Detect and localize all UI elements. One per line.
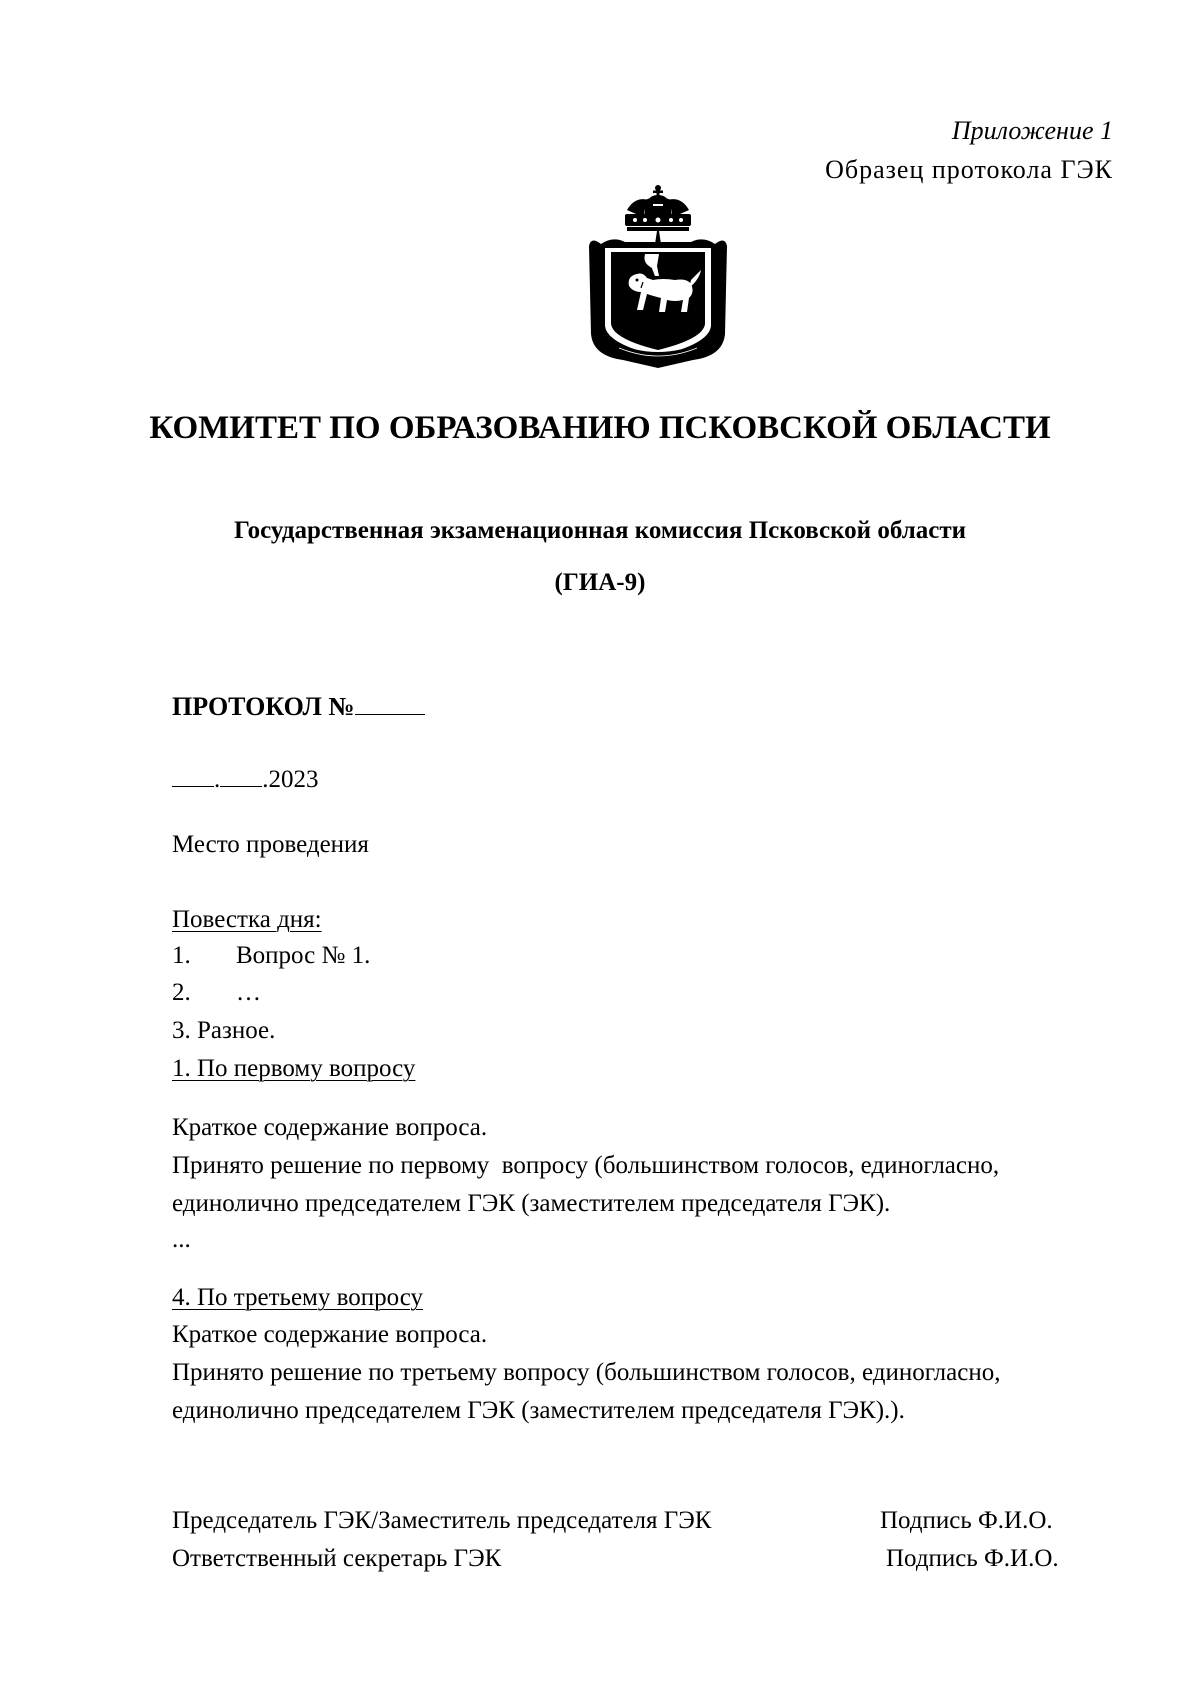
first-question-summary: Краткое содержание вопроса. xyxy=(172,1114,488,1141)
agenda-heading: Повестка дня: xyxy=(172,906,322,933)
commission-title: Государственная экзаменационная комиссия Псковской области xyxy=(233,517,967,544)
agenda-item-text: Вопрос № 1. xyxy=(236,942,371,969)
agenda-item xyxy=(172,978,261,1008)
chair-role: Председатель ГЭК/Заместитель председателя ГЭК xyxy=(172,1507,712,1534)
appendix-label: Приложение 1 xyxy=(951,116,1113,145)
agenda-item-number: 1. xyxy=(172,942,191,969)
place-label: Место проведения xyxy=(172,831,369,858)
secretary-signature: Подпись Ф.И.О. xyxy=(886,1545,1059,1572)
protocol-number-line xyxy=(172,688,425,722)
date-line xyxy=(172,760,319,795)
third-question-decision-line1: Принято решение по третьему вопросу (большинством голосов, единогласно, xyxy=(172,1359,1001,1386)
protocol-label: ПРОТОКОЛ № xyxy=(172,692,355,721)
agenda-item-text: … xyxy=(236,979,261,1006)
agenda-item xyxy=(172,941,370,971)
date-day-blank xyxy=(172,760,214,787)
committee-title: КОМИТЕТ ПО ОБРАЗОВАНИЮ ПСКОВСКОЙ ОБЛАСТИ xyxy=(149,410,1051,446)
chair-signature: Подпись Ф.И.О. xyxy=(880,1507,1053,1534)
first-question-heading: 1. По первому вопросу xyxy=(172,1055,416,1082)
third-question-decision-line2: единолично председателем ГЭК (заместителем председателя ГЭК).). xyxy=(172,1397,905,1424)
coat-of-arms-icon xyxy=(583,184,733,379)
third-question-heading: 4. По третьему вопросу xyxy=(172,1284,424,1311)
agenda-item-number: 2. xyxy=(172,979,191,1006)
sample-title: Образец протокола ГЭК xyxy=(825,155,1113,184)
first-question-decision-line1: Принято решение по первому вопросу (большинством голосов, единогласно, xyxy=(172,1152,1000,1179)
ellipsis: ... xyxy=(172,1226,191,1253)
gia-subtitle: (ГИА-9) xyxy=(554,569,646,596)
agenda-misc: 3. Разное. xyxy=(172,1017,276,1044)
protocol-number-blank xyxy=(355,688,425,715)
secretary-role: Ответственный секретарь ГЭК xyxy=(172,1545,502,1572)
third-question-summary: Краткое содержание вопроса. xyxy=(172,1321,488,1348)
first-question-decision-line2: единолично председателем ГЭК (заместителем председателя ГЭК). xyxy=(172,1190,891,1217)
date-year: .2023 xyxy=(262,766,319,793)
date-dot: . xyxy=(214,766,221,793)
date-month-blank xyxy=(220,760,262,787)
